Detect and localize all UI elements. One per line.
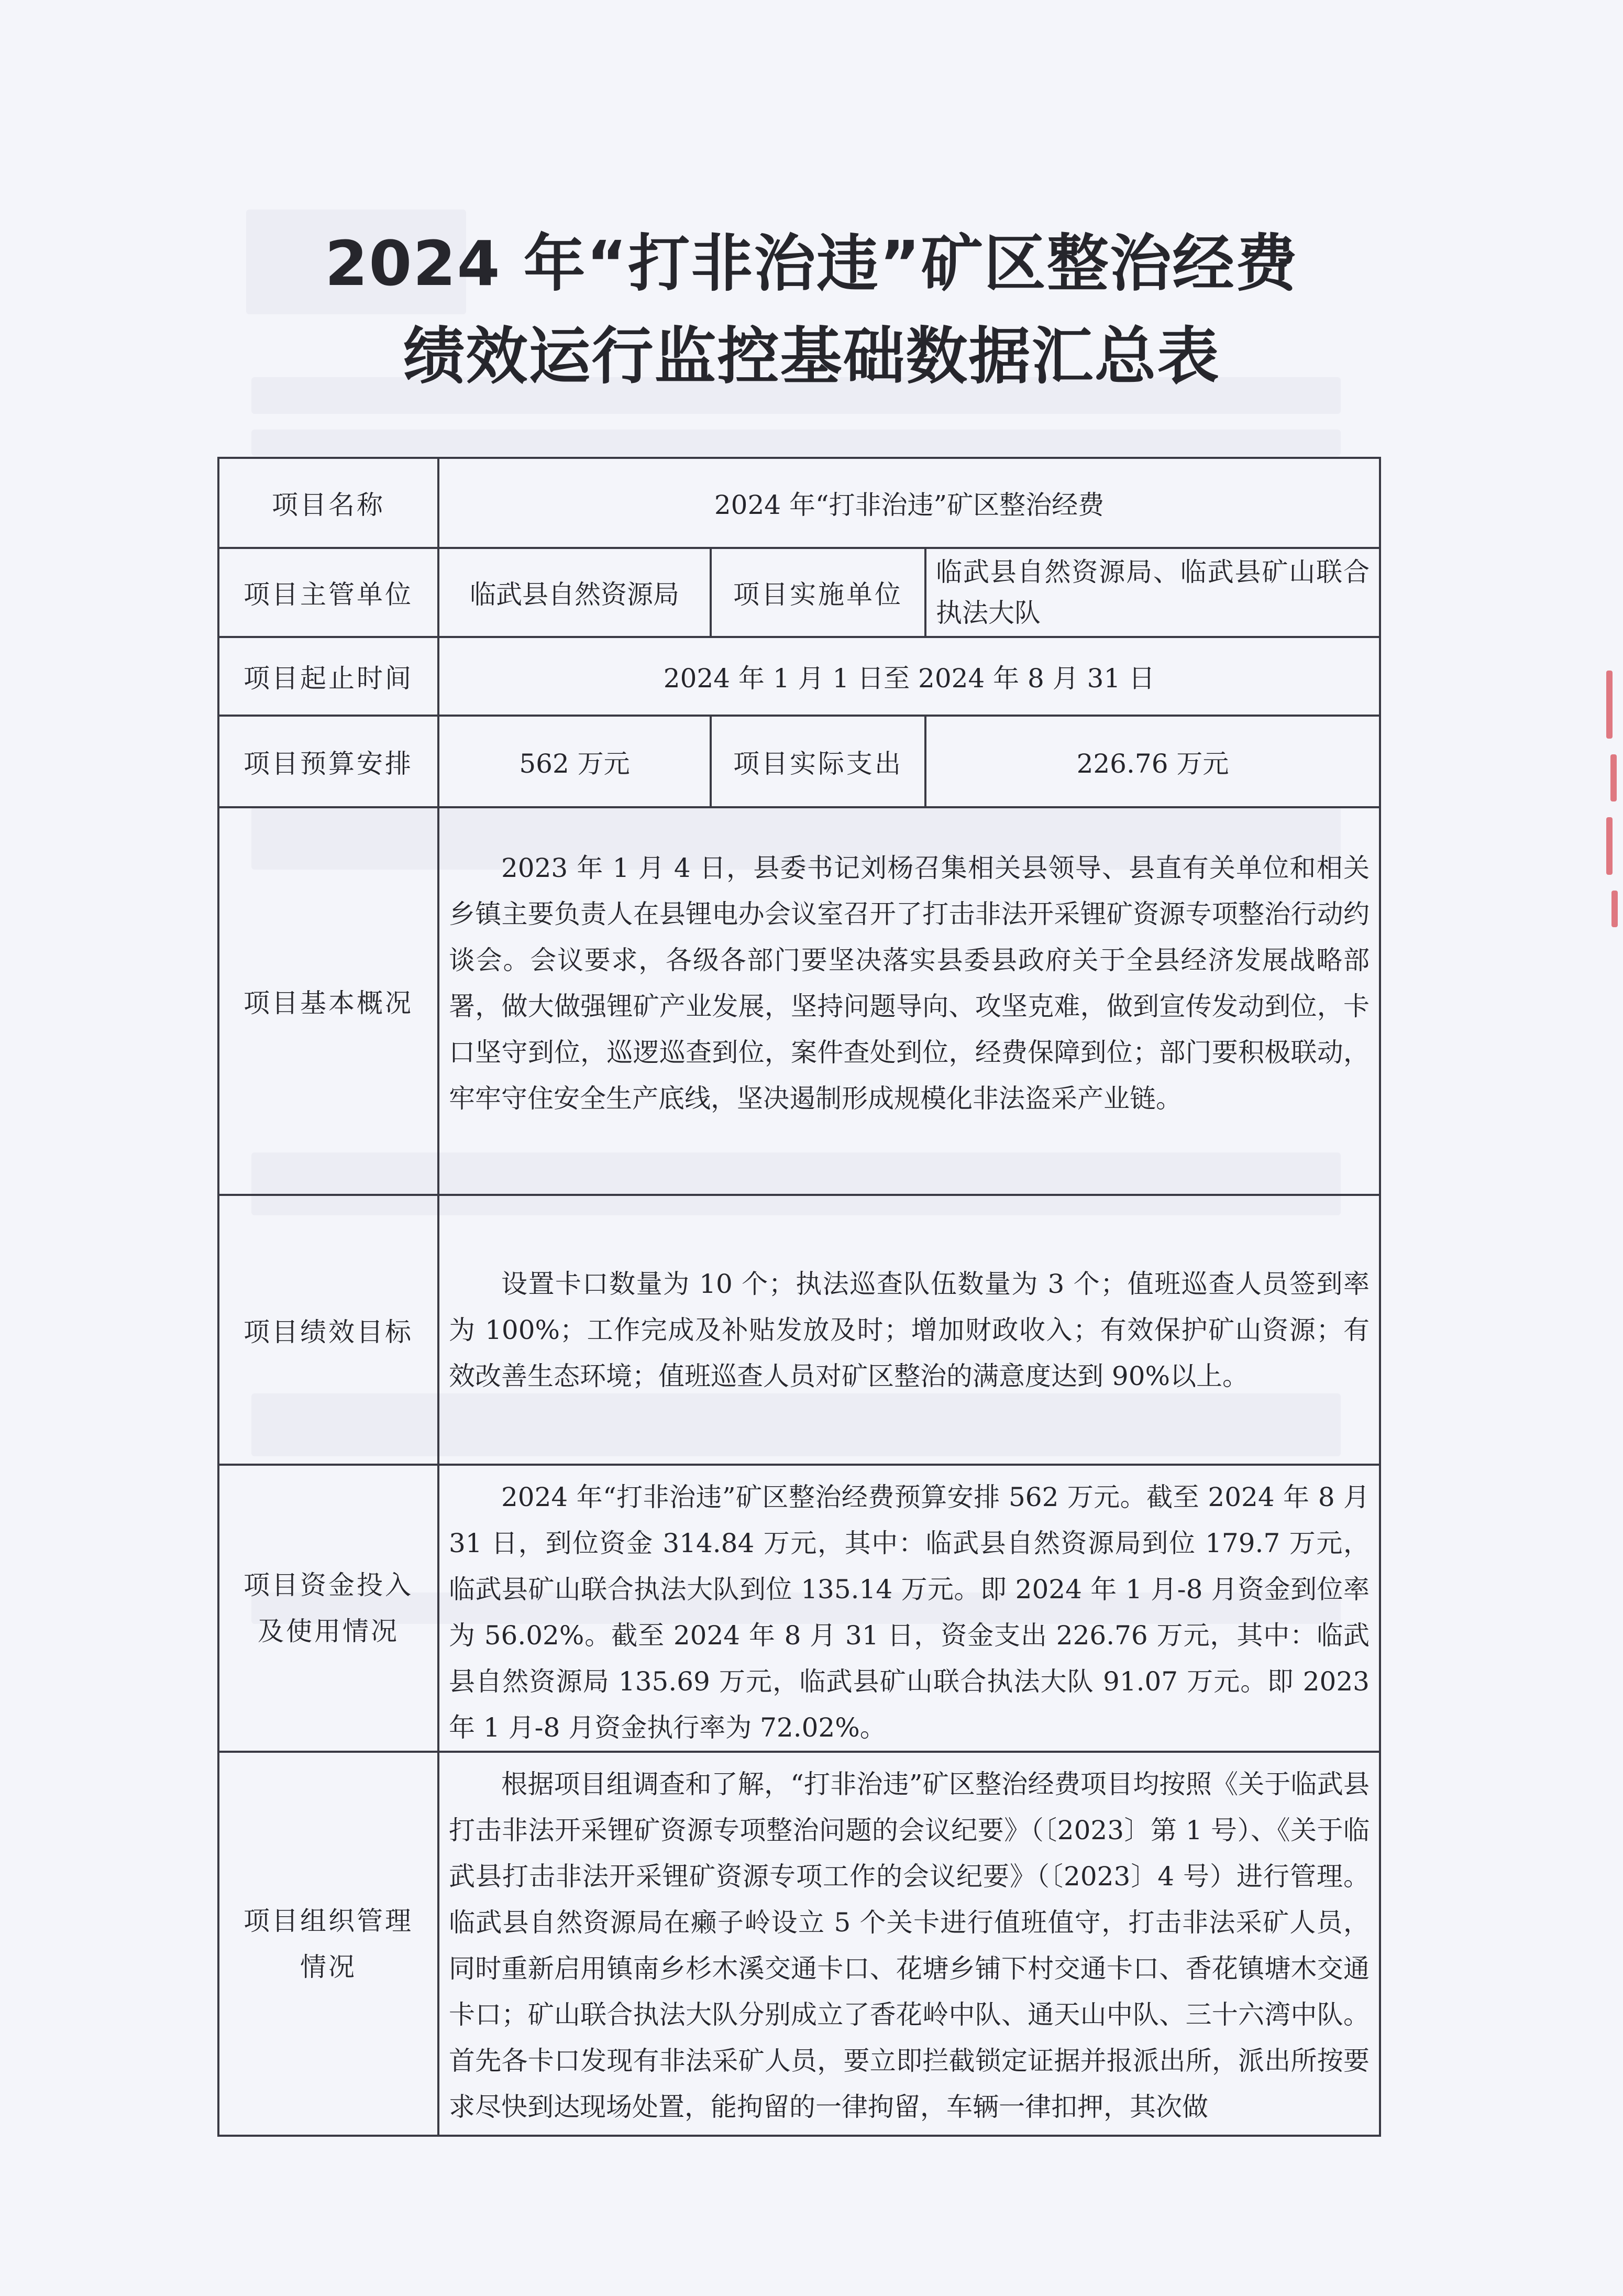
seal-edge-mark [1599, 660, 1623, 943]
management-label [218, 1752, 438, 2136]
row-funds [218, 1465, 1380, 1752]
row-goals [218, 1195, 1380, 1465]
overview-label: 项目基本概况 [218, 807, 438, 1195]
row-project-name [218, 458, 1380, 548]
funds-label-line1: 项目资金投入 [244, 1570, 413, 1600]
implementer-unit-value: 临武县自然资源局、临武县矿山联合执法大队 [925, 548, 1380, 637]
period-value: 2024 年 1 月 1 日至 2024 年 8 月 31 日 [438, 637, 1380, 716]
row-management [218, 1752, 1380, 2136]
budget-value: 562 万元 [438, 716, 711, 807]
management-text: 根据项目组调查和了解，“打非治违”矿区整治经费项目均按照《关于临武县打击非法开采锂矿资源专项整治问题的会议纪要》（〔2023〕第 1 号）、《关于临武县打击非法开采锂矿资源专项工作的会议纪要》（〔2023〕4 号）进行管理。临武县自然资源局在癞子岭设立 5 个关卡进行值班值守，打击非法采矿人员，同时重新启用镇南乡杉木溪交通卡口、花塘乡铺下村交通卡口、香花镇塘木交通卡口；矿山联合执法大队分别成立了香花岭中队、通天山中队、三十六湾中队。首先各卡口发现有非法采矿人员，要立即拦截锁定证据并报派出所，派出所按要求尽快到达现场处置，能拘留的一律拘留，车辆一律扣押，其次做 [438, 1752, 1380, 2136]
row-period [218, 637, 1380, 716]
row-budget [218, 716, 1380, 807]
summary-table [217, 457, 1381, 2137]
actual-expense-label: 项目实际支出 [711, 716, 925, 807]
document-title-line2: 绩效运行监控基础数据汇总表 [403, 320, 1220, 392]
row-units [218, 548, 1380, 637]
implementer-unit-label: 项目实施单位 [711, 548, 925, 637]
document-title-line1: 2024 年“打非治违”矿区整治经费 [325, 227, 1298, 300]
funds-label-line2: 及使用情况 [258, 1616, 399, 1646]
funds-label [218, 1465, 438, 1752]
supervisor-unit-label: 项目主管单位 [218, 548, 438, 637]
goals-text: 设置卡口数量为 10 个；执法巡查队伍数量为 3 个；值班巡查人员签到率为 100%；工作完成及补贴发放及时；增加财政收入；有效保护矿山资源；有效改善生态环境；值班巡查人员对矿区整治的满意度达到 90%以上。 [438, 1195, 1380, 1465]
funds-text: 2024 年“打非治违”矿区整治经费预算安排 562 万元。截至 2024 年 8 月 31 日，到位资金 314.84 万元，其中：临武县自然资源局到位 179.7 万元，临武县矿山联合执法大队到位 135.14 万元。即 2024 年 1 月-8 月资金到位率为 56.02%。截至 2024 年 8 月 31 日，资金支出 226.76 万元，其中：临武县自然资源局 135.69 万元，临武县矿山联合执法大队 91.07 万元。即 2023 年 1 月-8 月资金执行率为 72.02%。 [438, 1465, 1380, 1752]
actual-expense-value: 226.76 万元 [925, 716, 1380, 807]
period-label: 项目起止时间 [218, 637, 438, 716]
project-name-value: 2024 年“打非治违”矿区整治经费 [438, 458, 1380, 548]
management-label-line2: 情况 [300, 1951, 357, 1982]
project-name-label: 项目名称 [218, 458, 438, 548]
management-label-line1: 项目组织管理 [244, 1905, 413, 1936]
supervisor-unit-value: 临武县自然资源局 [438, 548, 711, 637]
goals-label: 项目绩效目标 [218, 1195, 438, 1465]
row-overview [218, 807, 1380, 1195]
budget-label: 项目预算安排 [218, 716, 438, 807]
overview-text: 2023 年 1 月 4 日，县委书记刘杨召集相关县领导、县直有关单位和相关乡镇主要负责人在县锂电办会议室召开了打击非法开采锂矿资源专项整治行动约谈会。会议要求，各级各部门要坚决落实县委县政府关于全县经济发展战略部署，做大做强锂矿产业发展，坚持问题导向、攻坚克难，做到宣传发动到位，卡口坚守到位，巡逻巡查到位，案件查处到位，经费保障到位；部门要积极联动，牢牢守住安全生产底线，坚决遏制形成规模化非法盗采产业链。 [438, 807, 1380, 1195]
